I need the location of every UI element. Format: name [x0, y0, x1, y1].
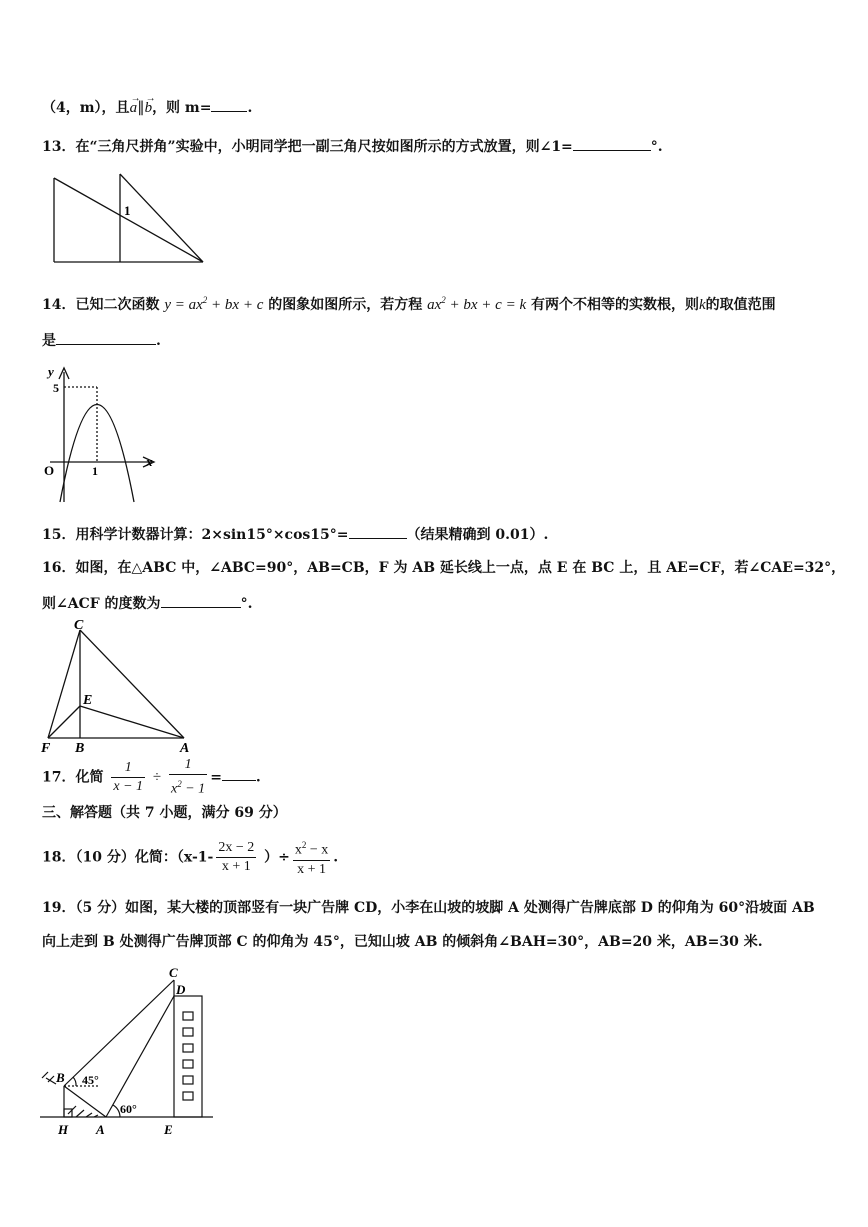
x-axis-label: x [146, 454, 153, 469]
section-3-title: 三、解答题（共 7 小题，满分 69 分） [42, 805, 287, 821]
answer-blank-16 [161, 593, 241, 608]
y-axis-label: y [48, 364, 54, 379]
answer-blank-12 [211, 97, 247, 112]
q18-fraction-2: $\frac{x^2 - x}{x + 1}$ [293, 836, 330, 879]
point-f-label: F [41, 741, 51, 754]
point-a-label: A [96, 1122, 105, 1137]
q17-text: 17．化简 $\frac{1}{x - 1}$ ÷ $\frac{1}{x^2 - 1}$ = . [42, 757, 261, 797]
angle-45-label: 45° [82, 1073, 99, 1087]
function-expression: $y = ax^2$ + bx + c [164, 295, 264, 313]
q19-line1: 19．（5 分）如图，某大楼的顶部竖有一块广告牌 CD，小李在山坡的坡脚 A 处测得广告牌底部 D 的仰角为 60°沿坡面 AB [42, 900, 815, 916]
point-c-label: C [169, 965, 178, 980]
q16-line2: 则∠ACF 的度数为 °. [42, 593, 252, 614]
origin-label: O [44, 463, 55, 478]
q16-triangle-figure [38, 616, 198, 754]
q16-line1: 16．如图，在△ABC 中，∠ABC=90°，AB=CB，F 为 AB 延长线上一点，点 E 在 BC 上，且 AE=CF，若∠CAE=32°， [42, 560, 846, 576]
q14-parabola-graph [40, 362, 170, 507]
q15-text: 15．用科学计数器计算：2×sin15°×cos15°= （结果精确到 0.01）. [42, 524, 548, 545]
q18-text: 18．（10 分）化简：（x-1- $\frac{2x - 2}{x + 1}$ ）÷ $\frac{x^2 - x}{x + 1}$ . [42, 836, 338, 879]
q17-fraction-1: $\frac{1}{x - 1}$ [113, 759, 144, 794]
q13-text: 13．在“三角尺拼角”实验中，小明同学把一副三角尺按如图所示的方式放置，则∠1= °. [42, 136, 663, 157]
q19-line2: 向上走到 B 处测得广告牌顶部 C 的仰角为 45°，已知山坡 AB 的倾斜角∠BAH=30°，AB=20 米，AB=30 米. [42, 934, 763, 950]
angle-60-label: 60° [120, 1102, 137, 1116]
q14-line2: 是 . [42, 330, 161, 351]
point-d-label: D [176, 982, 186, 997]
point-h-label: H [58, 1122, 69, 1137]
answer-blank-14 [56, 330, 156, 345]
q13-figure [50, 170, 210, 265]
vector-b: → b [144, 93, 156, 116]
q19-billboard-figure [38, 960, 218, 1140]
q17-fraction-2: $\frac{1}{x^2 - 1}$ [171, 757, 206, 797]
point-e-label: E [164, 1122, 173, 1137]
equation-expression: $ax^2$ + bx + c = k [427, 295, 527, 313]
q18-fraction-1: $\frac{2x - 2}{x + 1}$ [218, 839, 255, 874]
point-b-label: B [75, 741, 85, 754]
vector-a: → a [129, 93, 141, 116]
point-e-label: E [83, 693, 93, 708]
point-b-label: B [56, 1070, 65, 1085]
point-a-label: A [180, 741, 190, 754]
vertex-y-label: 5 [53, 381, 59, 395]
vertex-x-label: 1 [92, 464, 98, 478]
answer-blank-17 [222, 766, 256, 781]
q12-tail: （4，m），且 → a∥ → b，则 m= . [42, 93, 253, 116]
q14-text: 14．已知二次函数 $y = ax^2$ + bx + c 的图象如图所示，若方程 $ax^2$ + bx + c = k 有两个不相等的实数根，则k的取值范围 [42, 295, 776, 313]
point-c-label: C [74, 618, 84, 633]
angle-1-label: 1 [124, 203, 131, 218]
answer-blank-15 [349, 524, 407, 539]
answer-blank-13 [573, 136, 651, 151]
